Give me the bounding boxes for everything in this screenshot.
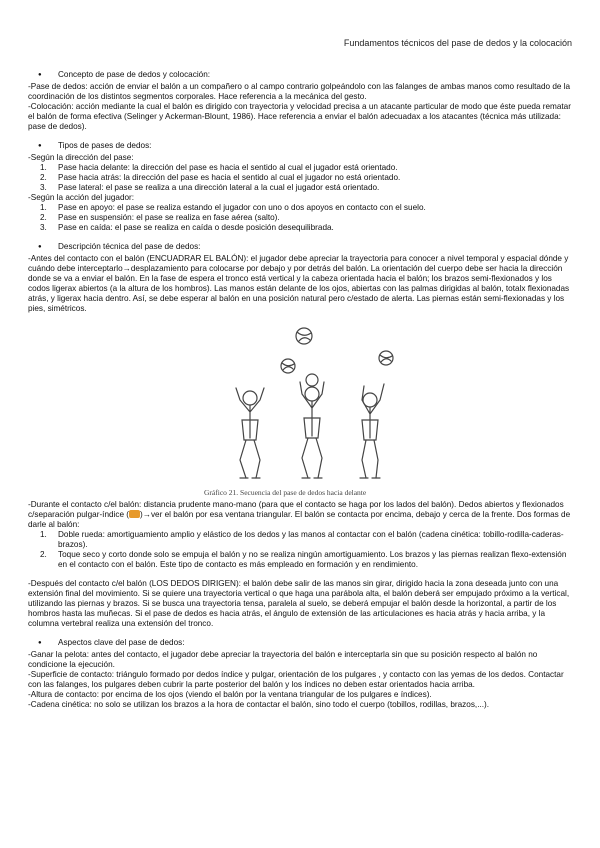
list-item: 1. Doble rueda: amortiguamiento amplio y elástico de los dedos y las manos al contactar con el balón (cadena cinética: tobillo-rodilla-caderas-brazos). [40, 530, 564, 549]
player-3-figure [360, 384, 384, 478]
paragraph-altura: -Altura de contacto: por encima de los ojos (viendo el balón por la ventana triangular de los pulgares e índices). [28, 690, 432, 699]
section-title-descripcion: ● Descripción técnica del pase de dedos: [28, 242, 572, 252]
ball-1-icon [296, 328, 312, 344]
list-item: 3. Pase lateral: el pase se realiza a una dirección lateral a la cual el jugador está orientado. [40, 183, 380, 192]
list-direccion [28, 163, 572, 193]
paragraph-durante-contacto: -Durante el contacto c/el balón: distancia prudente mano-mano (para que el contacto se haga por los lados del balón). Dedos abiertos y flexionados c/separación pulgar-índice ( )→ver el balón por esa ventana triangular. El balón se contacta por encima, debajo y cerca de la frente. Dos formas de darle al balón: [28, 500, 571, 529]
subheading-accion: -Según la acción del jugador: [28, 193, 135, 202]
section-title-concepto: ● Concepto de pase de dedos y colocación: [28, 70, 572, 80]
paragraph-ganar-pelota: -Ganar la pelota: antes del contacto, el jugador debe apreciar la trayectoria del balón e interceptarla sin que su posición respecto al balón no condicione la ejecución. [28, 650, 538, 669]
paragraph-antes-contacto: -Antes del contacto con el balón (ENCUADRAR EL BALÓN): el jugador debe apreciar la trayectoria para conocer a nivel temporal y espacial dónde y cuándo debe interceptarlo→desplazamiento para colocarse por debajo y por detrás del balón. La orientación del cuerpo debe ser hacia la dirección donde se va a enviar el balón. En la fase de espera el tronco está vertical y la cabeza orientada hacia el balón; los brazos semi-flexionados y los codos ligerax abiertos (a la altura de los hombros). Las manos están delante de los ojos, abiertas con las palmas dirigidas al balón, totalx flexionadas atrás, y ligerax hacia dentro. Así, se debe esperar al balón en una posición natural pero c/estado de alerta. Las piernas están semi-flexionadas y los pies, simétricos. [28, 254, 570, 313]
paragraph-colocacion: -Colocación: acción mediante la cual el balón es dirigido con trayectoria y velocidad precisa a un atacante particular de modo que éste pueda rematar el balón de forma efectiva (Selinger y Ackerman-Blount, 1986). Hace referencia a enviar el balón adecuadax a los atacantes (técnica más utilizada: pase de dedos). [28, 102, 571, 131]
section-title-tipos: ● Tipos de pases de dedos: [28, 141, 572, 151]
list-item: 3. Pase en caída: el pase se realiza en caída o desde posición desequilibrada. [40, 223, 334, 232]
page-header: Fundamentos técnicos del pase de dedos y la colocación [343, 38, 572, 48]
paragraph-pase-de-dedos: -Pase de dedos: acción de enviar el balón a un compañero o al campo contrario golpeándolo con las falanges de ambas manos como resultado de la coordinación de los distintos segmentos corporales. Hace referencia a la mecánica del gesto. [28, 82, 571, 101]
list-item: 2. Pase hacia atrás: la dirección del pase es hacia el sentido al cual el jugador no está orientado. [40, 173, 401, 182]
paragraph-cadena: -Cadena cinética: no solo se utilizan los brazos a la hora de contactar el balón, sino todo el cuerpo (tobillos, rodillas, brazos,...). [28, 700, 490, 709]
player-2-figure [300, 374, 324, 478]
list-item: 2. Toque seco y corto donde solo se empuja el balón y no se realiza ningún amortiguamiento. Los brazos y las piernas realizan flexo-extensión en el contacto con el balón. Este tipo de contacto es más empleado en formación y en rendimiento. [40, 550, 567, 569]
figure-pase-secuencia [28, 320, 572, 498]
player-1-figure [236, 388, 264, 478]
document-body [28, 70, 572, 710]
list-accion [28, 203, 572, 233]
list-item: 2. Pase en suspensión: el pase se realiza en fase aérea (salto). [40, 213, 280, 222]
list-item: 1. Pase en apoyo: el pase se realiza estando el jugador con uno o dos apoyos en contacto con el suelo. [40, 203, 426, 212]
section-title-aspectos: ● Aspectos clave del pase de dedos: [28, 638, 572, 648]
paragraph-superficie: -Superficie de contacto: triángulo formado por dedos índice y pulgar, orientación de los pulgares , y contacto con las yemas de los dedos. Contactar con las falanges, los pulgares deben cubrir la parte posterior del balón y los índices no deben estar orientados hacia arriba. [28, 670, 564, 689]
hand-triangle-icon [129, 510, 140, 518]
ball-3-icon [379, 351, 393, 365]
pase-sequence-illustration [200, 320, 410, 488]
ball-2-icon [281, 359, 295, 373]
subheading-direccion: -Según la dirección del pase: [28, 153, 134, 162]
paragraph-despues-contacto: -Después del contacto c/el balón (LOS DEDOS DIRIGEN): el balón debe salir de las manos sin girar, dirigido hacia la zona deseada junto con una extensión final del movimiento. Si se quiere una trayectoria vertical o que haga una parábola alta, el balón deberá ser empujado próximo a la vertical, utilizando las piernas y brazos. Si se busca una trayectoria tensa, paralela al suelo, se deberá empujar el balón desde la horizontal, a partir de los hombros hasta las muñecas. Si el pase de dedos es hacia atrás, el ángulo de extensión de las articulaciones es hacia atrás y hacia arriba, y la columna vertebral realiza una extensión del tronco. [28, 579, 570, 628]
list-formas-contacto [28, 530, 572, 570]
figure-caption: Gráfico 21. Secuencia del pase de dedos hacia delante [204, 488, 367, 497]
list-item: 1. Pase hacia delante: la dirección del pase es hacia el sentido al cual el jugador está orientado. [40, 163, 398, 172]
